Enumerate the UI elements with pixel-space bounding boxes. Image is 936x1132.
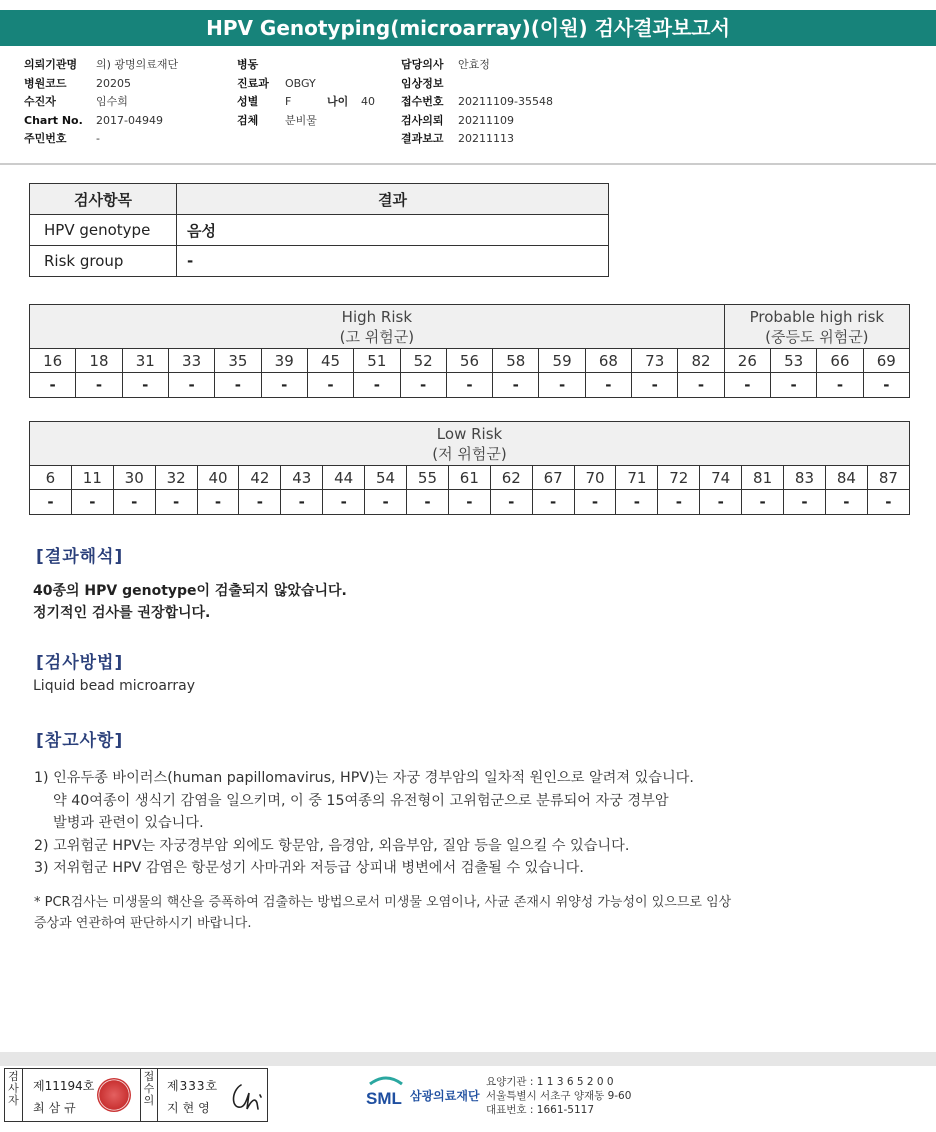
info-value: 20205 <box>96 76 131 90</box>
hpv-type-result: - <box>825 490 867 515</box>
info-label: 병원코드 <box>24 76 67 90</box>
hpv-type-number: 68 <box>585 349 631 373</box>
info-value: 20211109 <box>458 113 514 127</box>
hpv-type-result: - <box>867 490 909 515</box>
info-value: F <box>285 95 292 108</box>
sml-logo-icon <box>366 1074 406 1110</box>
hpv-type-result: - <box>784 490 826 515</box>
result-value: 음성 <box>177 215 609 246</box>
hpv-type-number: 81 <box>742 466 784 490</box>
hpv-type-result: - <box>113 490 155 515</box>
result-value: - <box>177 246 609 277</box>
hpv-type-number: 82 <box>678 349 724 373</box>
hpv-type-number: 67 <box>532 466 574 490</box>
info-label: 결과보고 <box>401 132 444 145</box>
hpv-type-result: - <box>71 490 113 515</box>
hpv-type-result: - <box>400 373 446 398</box>
info-value: 임수희 <box>96 95 128 108</box>
tester-label: 검사자 <box>5 1069 23 1121</box>
seal-stamp-icon <box>97 1078 131 1112</box>
info-label: 주민번호 <box>24 132 67 145</box>
hpv-type-result: - <box>658 490 700 515</box>
signature-box <box>4 1068 268 1122</box>
hpv-type-result: - <box>155 490 197 515</box>
info-label: 임상정보 <box>401 76 444 90</box>
footnote-line: * PCR검사는 미생물의 핵산을 증폭하여 검출하는 방법으로서 미생물 오염이나, 사균 존재시 위양성 가능성이 있으므로 임상 <box>34 895 732 910</box>
hpv-type-number: 6 <box>30 466 72 490</box>
org-info-line: 서울특별시 서초구 양재동 9-60 <box>486 1090 632 1102</box>
hpv-type-number: 58 <box>493 349 539 373</box>
result-header-item: 검사항목 <box>30 184 177 215</box>
info-label: Chart No. <box>24 113 83 127</box>
note-line: 발병과 관련이 있습니다. <box>53 815 204 831</box>
info-label: 의뢰기관명 <box>24 58 78 71</box>
info-label: 검사의뢰 <box>401 113 444 127</box>
hpv-type-result: - <box>632 373 678 398</box>
hpv-type-number: 16 <box>30 349 76 373</box>
hpv-type-result: - <box>76 373 122 398</box>
signature-icon <box>227 1073 267 1117</box>
hpv-type-number: 84 <box>825 466 867 490</box>
hpv-type-number: 43 <box>281 466 323 490</box>
hpv-type-number: 71 <box>616 466 658 490</box>
hpv-type-number: 11 <box>71 466 113 490</box>
org-info-line: 요양기관 : 1 1 3 6 5 2 0 0 <box>486 1076 614 1088</box>
hpv-type-number: 62 <box>490 466 532 490</box>
info-label: 수진자 <box>24 95 56 108</box>
hpv-type-result: - <box>863 373 909 398</box>
info-label-age: 나이 <box>327 95 349 108</box>
hpv-type-result: - <box>122 373 168 398</box>
header-divider <box>0 163 936 165</box>
footnote-line: 증상과 연관하여 판단하시기 바랍니다. <box>34 916 252 931</box>
note-line: 3) 저위험군 HPV 감염은 항문성기 사마귀와 저등급 상피내 병변에서 검출될 수 있습니다. <box>34 860 584 876</box>
high-risk-label-ko: (고 위험군) <box>339 327 415 346</box>
table-row <box>30 246 609 277</box>
info-value: 20211113 <box>458 132 514 145</box>
info-value: OBGY <box>285 76 316 90</box>
info-label: 접수번호 <box>401 95 444 108</box>
info-value: 2017-04949 <box>96 113 163 127</box>
hpv-type-result: - <box>493 373 539 398</box>
hpv-type-number: 66 <box>817 349 863 373</box>
hpv-type-number: 56 <box>446 349 492 373</box>
info-label: 검체 <box>237 113 259 127</box>
hpv-type-number: 42 <box>239 466 281 490</box>
hpv-type-result: - <box>574 490 616 515</box>
result-item: HPV genotype <box>30 215 177 246</box>
info-value: 분비물 <box>285 113 317 127</box>
hpv-type-number: 30 <box>113 466 155 490</box>
hpv-type-number: 45 <box>307 349 353 373</box>
hpv-type-result: - <box>539 373 585 398</box>
hpv-type-number: 74 <box>700 466 742 490</box>
low-risk-header <box>30 422 910 466</box>
hpv-type-number: 69 <box>863 349 909 373</box>
hpv-type-result: - <box>323 490 365 515</box>
receiver-name: 지현영 <box>167 1101 214 1115</box>
hpv-type-result: - <box>724 373 770 398</box>
hpv-type-result: - <box>30 373 76 398</box>
clinical-info-column <box>237 56 375 130</box>
hpv-type-result: - <box>168 373 214 398</box>
probable-risk-label: Probable high risk <box>749 307 885 326</box>
interpretation-title: [결과해석] <box>36 547 124 567</box>
notes-title: [참고사항] <box>36 731 124 751</box>
low-risk-table <box>29 421 910 515</box>
high-risk-header <box>30 305 725 349</box>
hpv-type-result: - <box>30 490 72 515</box>
tester-license: 제11194호 <box>33 1079 95 1093</box>
hpv-type-result: - <box>700 490 742 515</box>
receiver-license: 제333호 <box>167 1079 219 1093</box>
hpv-type-number: 61 <box>448 466 490 490</box>
org-info-line: 대표번호 : 1661-5117 <box>486 1104 595 1116</box>
info-value: 20211109-35548 <box>458 95 553 108</box>
report-info-column <box>401 56 553 149</box>
hpv-type-result: - <box>261 373 307 398</box>
hpv-type-result: - <box>197 490 239 515</box>
hpv-type-number: 26 <box>724 349 770 373</box>
hpv-type-number: 44 <box>323 466 365 490</box>
org-name: 삼광의료재단 <box>410 1089 480 1103</box>
info-value: - <box>96 132 100 145</box>
hpv-type-number: 53 <box>771 349 817 373</box>
hpv-type-result: - <box>365 490 407 515</box>
high-risk-label: High Risk <box>341 307 413 326</box>
interpretation-line: 정기적인 검사를 권장합니다. <box>33 605 211 621</box>
hpv-type-result: - <box>354 373 400 398</box>
note-line: 2) 고위험군 HPV는 자궁경부암 외에도 항문암, 음경암, 외음부암, 질암 등을 일으킬 수 있습니다. <box>34 837 630 854</box>
footer-divider <box>0 1052 936 1066</box>
report-title: HPV Genotyping(microarray)(이원) 검사결과보고서 <box>0 10 936 46</box>
low-risk-label: Low Risk <box>436 424 503 443</box>
hpv-type-result: - <box>817 373 863 398</box>
info-label: 담당의사 <box>401 58 444 71</box>
hpv-type-number: 83 <box>784 466 826 490</box>
note-line: 약 40여종이 생식기 감염을 일으키며, 이 중 15여종의 유전형이 고위험군으로 분류되어 자궁 경부암 <box>53 792 669 809</box>
hpv-type-number: 18 <box>76 349 122 373</box>
hpv-type-result: - <box>281 490 323 515</box>
hpv-type-number: 59 <box>539 349 585 373</box>
note-line: 1) 인유두종 바이러스(human papillomavirus, HPV)는 자궁 경부암의 일차적 원인으로 알려져 있습니다. <box>34 770 694 786</box>
info-label: 성별 <box>237 95 259 108</box>
hpv-type-number: 51 <box>354 349 400 373</box>
hpv-type-number: 55 <box>407 466 449 490</box>
result-item: Risk group <box>30 246 177 277</box>
hpv-type-number: 33 <box>168 349 214 373</box>
hpv-type-result: - <box>239 490 281 515</box>
notes-list <box>34 767 694 880</box>
hpv-type-number: 87 <box>867 466 909 490</box>
info-label: 병동 <box>237 58 259 71</box>
hpv-type-number: 52 <box>400 349 446 373</box>
info-value: 안효정 <box>458 58 490 71</box>
hpv-type-number: 31 <box>122 349 168 373</box>
hpv-type-number: 54 <box>365 466 407 490</box>
hpv-type-number: 72 <box>658 466 700 490</box>
hpv-type-result: - <box>532 490 574 515</box>
logo-text: SML <box>366 1089 402 1108</box>
hpv-type-number: 70 <box>574 466 616 490</box>
info-label: 진료과 <box>237 76 269 90</box>
receiver-label: 접수의 <box>140 1069 158 1121</box>
interpretation-text <box>33 580 347 624</box>
hpv-type-result: - <box>490 490 532 515</box>
hpv-type-number: 35 <box>215 349 261 373</box>
result-header-result: 결과 <box>177 184 609 215</box>
low-risk-label-ko: (저 위험군) <box>432 444 507 463</box>
tester-name: 최삼규 <box>33 1101 80 1115</box>
probable-risk-label-ko: (중등도 위험군) <box>765 327 869 346</box>
hpv-type-number: 73 <box>632 349 678 373</box>
patient-info-column <box>24 56 178 149</box>
hpv-type-result: - <box>448 490 490 515</box>
info-value: 의) 광명의료재단 <box>96 58 179 71</box>
hpv-type-result: - <box>446 373 492 398</box>
method-title: [검사방법] <box>36 653 124 673</box>
hpv-type-number: 32 <box>155 466 197 490</box>
hpv-type-result: - <box>407 490 449 515</box>
table-row <box>30 215 609 246</box>
interpretation-line: 40종의 HPV genotype이 검출되지 않았습니다. <box>33 583 347 599</box>
hpv-type-result: - <box>585 373 631 398</box>
info-value-age: 40 <box>361 95 375 108</box>
hpv-type-result: - <box>742 490 784 515</box>
high-risk-table <box>29 304 910 398</box>
method-text: Liquid bead microarray <box>33 678 196 694</box>
hpv-type-result: - <box>678 373 724 398</box>
probable-risk-header <box>724 305 909 349</box>
hpv-type-result: - <box>771 373 817 398</box>
hpv-type-number: 40 <box>197 466 239 490</box>
hpv-type-result: - <box>307 373 353 398</box>
result-table <box>29 183 609 277</box>
hpv-type-result: - <box>616 490 658 515</box>
hpv-type-result: - <box>215 373 261 398</box>
org-info <box>486 1075 631 1117</box>
hpv-type-number: 39 <box>261 349 307 373</box>
footnote <box>34 892 731 934</box>
